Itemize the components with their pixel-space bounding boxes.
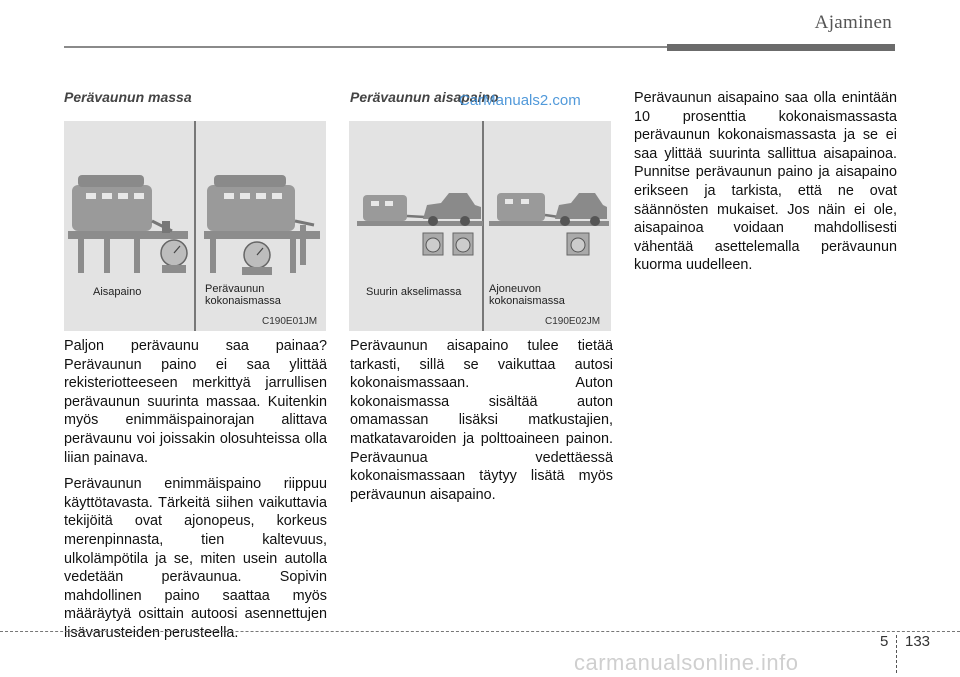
heading-trailer-mass: Perävaunun massa xyxy=(64,89,192,105)
col1-body xyxy=(64,337,327,651)
footer-divider xyxy=(0,631,960,632)
watermark-top: CarManuals2.com xyxy=(459,92,581,109)
figure-trailer-mass xyxy=(64,121,326,331)
heading-tongue-weight: Perävaunun aisapaino xyxy=(350,89,499,105)
header-rule xyxy=(64,46,667,48)
caption-tongue-weight: Aisapaino xyxy=(93,286,142,298)
col2-body xyxy=(350,337,613,512)
caption-vehicle-total-line1: Ajoneuvon xyxy=(489,283,541,295)
paragraph: Perävaunun aisapaino tulee tietää tarkasti, sillä se vaikuttaa autosi kokonaismassaan. Auton kokonaismassa sisältää auton omamassan lisäksi matkustajien, matkatavaroiden ja polttoaineen painon. Perävaunua vedettäessä kokonaismassaan täytyy lisätä myös perävaunun aisapaino. xyxy=(350,338,613,503)
section-title: Ajaminen xyxy=(814,12,892,33)
caption-trailer-total-line2: kokonaismassa xyxy=(205,295,281,307)
paragraph: Perävaunun aisapaino saa olla enintään 10 prosenttia kokonaismassasta perävaunun kokonaismassasta ja se ei saa ylittää suurinta sallittua aisapainoa. Punnitse perävaunun paino ja aisapaino erikseen ja tarkista, että ne ovat säännösten mukaiset. Jos näin ei ole, aisapainoa voidaan mahdollisesti vähentää asettelemalla perävaunun kuorma uudelleen. xyxy=(634,90,897,274)
caption-max-axle-mass: Suurin akselimassa xyxy=(366,286,462,298)
col3-body xyxy=(634,89,897,283)
chapter-number: 5 xyxy=(880,633,889,650)
header-bar xyxy=(667,44,895,51)
figure-tongue-weight xyxy=(349,121,611,331)
paragraph: Paljon perävaunu saa painaa? Perävaunun paino ei saa ylittää rekisteriotteeseen merkittyä jarrullisen perävaunun suurinta massaa. Kuitenkin myös enimmäispainorajan alittava perävaunu voi joissakin olosuhteissa olla liian painava. xyxy=(64,338,327,466)
page-number: 133 xyxy=(905,633,931,650)
caption-vehicle-total-line2: kokonaismassa xyxy=(489,295,565,307)
figure-code: C190E02JM xyxy=(545,316,601,327)
footer-separator xyxy=(896,635,897,673)
figure-code: C190E01JM xyxy=(262,316,318,327)
footer-watermark: carmanualsonline.info xyxy=(574,650,799,675)
caption-trailer-total-line1: Perävaunun xyxy=(205,283,265,295)
paragraph: Perävaunun enimmäispaino riippuu käyttötavasta. Tärkeitä siihen vaikuttavia tekijöitä ovat ajonopeus, korkeus merenpinnasta, tien kaltevuus, ulkolämpötila ja se, miten usein autolla vedetään perävaunua. Sopivin mahdollinen paino saattaa myös määräytyä osittain autoosi asennettujen lisävarusteiden perusteella. xyxy=(64,476,327,641)
